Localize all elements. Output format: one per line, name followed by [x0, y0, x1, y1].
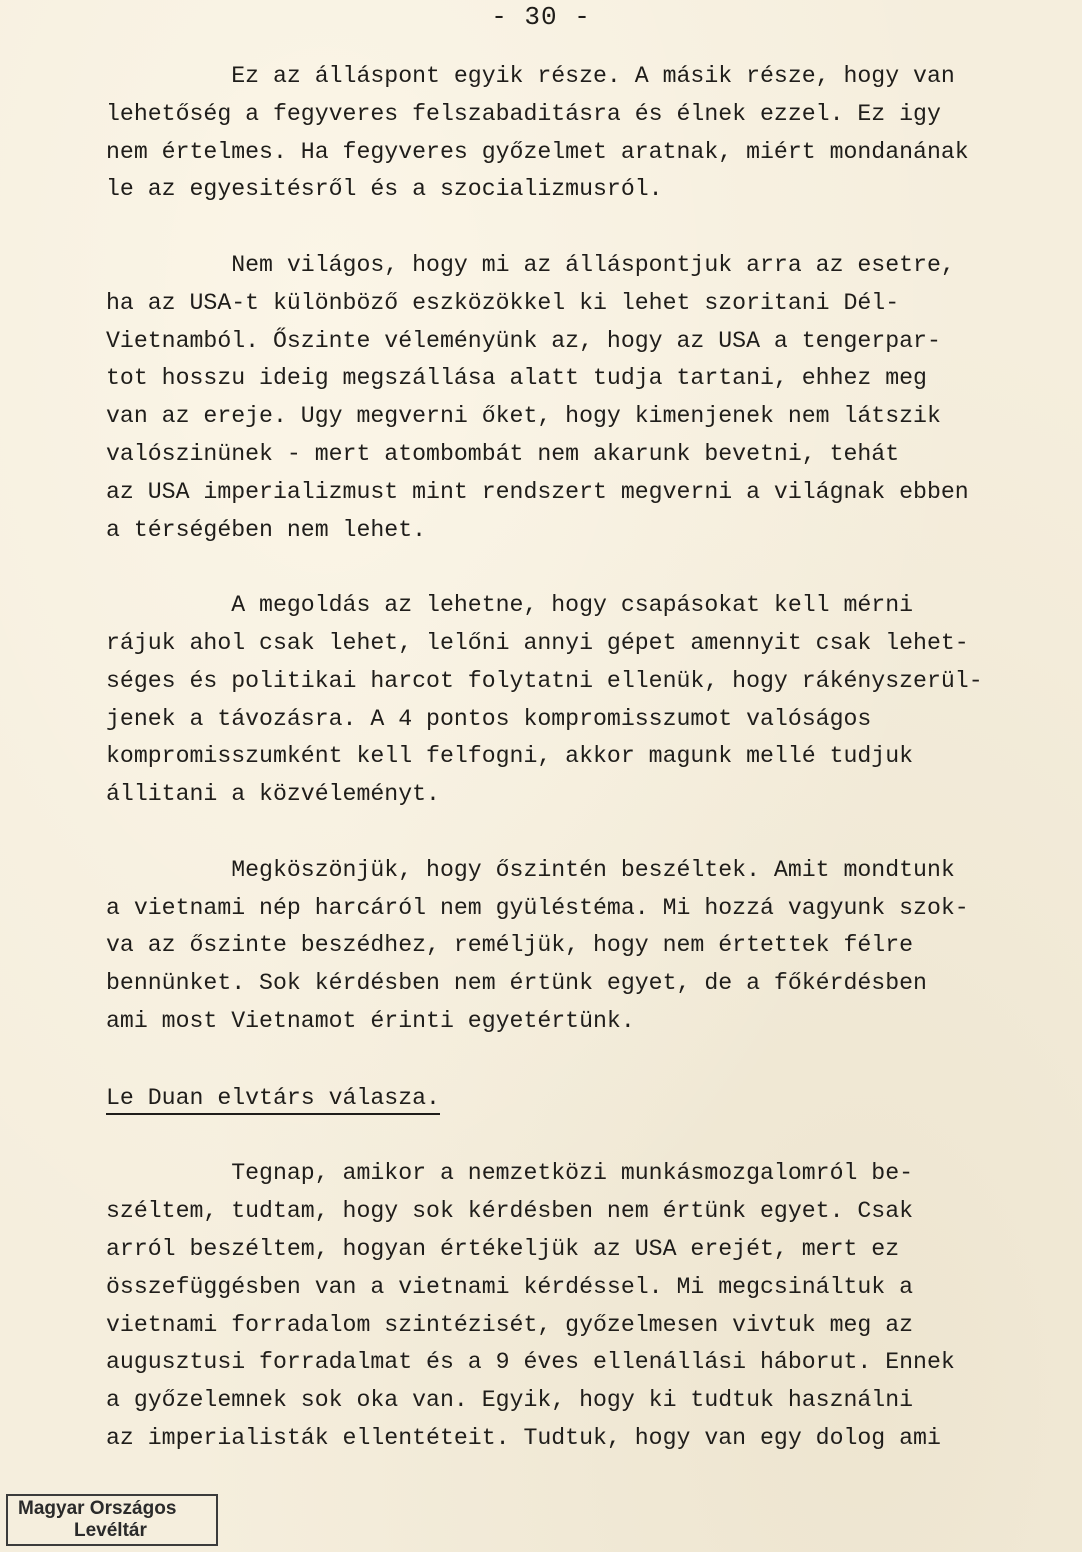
paragraph-gap [106, 209, 1066, 247]
text-line: ami most Vietnamot érinti egyetértünk. [106, 1007, 635, 1034]
section-heading-wrap [106, 1079, 1066, 1118]
text-line: vietnami forradalom szintézisét, győzelmesen vivtuk meg az [106, 1311, 914, 1338]
page-number: - 30 - [491, 2, 591, 32]
stamp-line-2: Levéltár [74, 1520, 147, 1541]
text-line: le az egyesitésről és a szocializmusról. [106, 176, 663, 203]
text-line: van az ereje. Ugy megverni őket, hogy kimenjenek nem látszik [106, 403, 941, 430]
text-line: Vietnamból. Őszinte véleményünk az, hogy az USA a tengerpar- [106, 327, 941, 354]
paragraph-3 [106, 587, 1066, 814]
paragraph-2 [106, 247, 1066, 549]
text-line: a győzelemnek sok oka van. Egyik, hogy ki tudtuk használni [106, 1387, 914, 1414]
paragraph-gap [106, 549, 1066, 587]
text-line: széltem, tudtam, hogy sok kérdésben nem értünk egyet. Csak [106, 1198, 914, 1225]
text-line: arról beszéltem, hogyan értékeljük az USA erejét, mert ez [106, 1235, 900, 1262]
text-line: Nem világos, hogy mi az álláspontjuk arra az esetre, [106, 251, 955, 278]
text-line: lehetőség a fegyveres felszabaditásra és élnek ezzel. Ez igy [106, 100, 941, 127]
stamp-line-1: Magyar Országos [18, 1498, 177, 1519]
paragraph-1 [106, 58, 1066, 209]
archive-stamp [6, 1494, 218, 1546]
text-line: állitani a közvéleményt. [106, 781, 440, 808]
text-line: az USA imperializmust mint rendszert megverni a világnak ebben [106, 478, 969, 505]
paragraph-4 [106, 852, 1066, 1041]
text-line: va az őszinte beszédhez, reméljük, hogy nem értettek félre [106, 932, 914, 959]
text-line: kompromisszumként kell felfogni, akkor magunk mellé tudjuk [106, 743, 914, 770]
section-heading: Le Duan elvtárs válasza. [106, 1083, 440, 1115]
text-line: a vietnami nép harcáról nem gyüléstéma. Mi hozzá vagyunk szok- [106, 894, 969, 921]
text-line: A megoldás az lehetne, hogy csapásokat kell mérni [106, 592, 914, 619]
text-line: valószinünek - mert atombombát nem akarunk bevetni, tehát [106, 440, 900, 467]
paragraph-5 [106, 1155, 1066, 1457]
text-line: ha az USA-t különböző eszközökkel ki lehet szoritani Dél- [106, 289, 900, 316]
text-line: Tegnap, amikor a nemzetközi munkásmozgalomról be- [106, 1160, 914, 1187]
text-line: összefüggésben van a vietnami kérdéssel. Mi megcsináltuk a [106, 1273, 914, 1300]
document-body [106, 58, 1066, 1458]
text-line: nem értelmes. Ha fegyveres győzelmet aratnak, miért mondanának [106, 138, 969, 165]
text-line: Ez az álláspont egyik része. A másik része, hogy van [106, 63, 955, 89]
paragraph-gap [106, 814, 1066, 852]
text-line: augusztusi forradalmat és a 9 éves ellenállási háborut. Ennek [106, 1349, 955, 1376]
text-line: séges és politikai harcot folytatni ellenük, hogy rákényszerül- [106, 667, 983, 694]
text-line: bennünket. Sok kérdésben nem értünk egyet, de a főkérdésben [106, 970, 927, 997]
text-line: a térségében nem lehet. [106, 516, 427, 543]
text-line: Megköszönjük, hogy őszintén beszéltek. Amit mondtunk [106, 856, 955, 883]
paragraph-gap [106, 1041, 1066, 1079]
paragraph-gap [106, 1118, 1066, 1156]
text-line: jenek a távozásra. A 4 pontos kompromisszumot valóságos [106, 705, 872, 732]
text-line: rájuk ahol csak lehet, lelőni annyi gépet amennyit csak lehet- [106, 629, 969, 656]
text-line: az imperialisták ellentéteit. Tudtuk, hogy van egy dolog ami [106, 1424, 941, 1451]
text-line: tot hosszu ideig megszállása alatt tudja tartani, ehhez meg [106, 365, 927, 392]
